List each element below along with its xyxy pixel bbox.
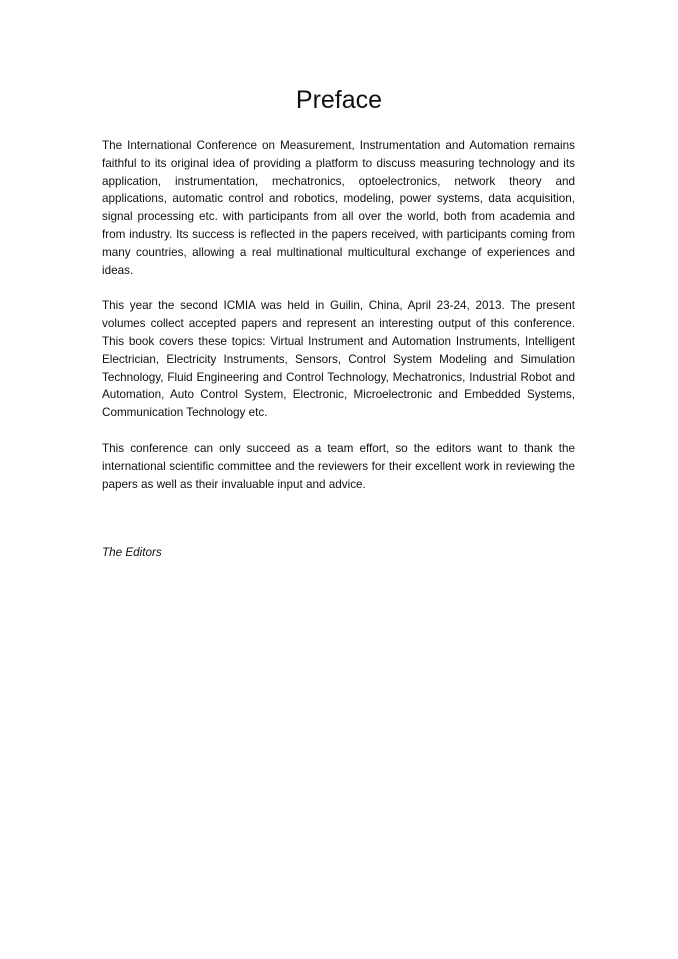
signature: The Editors <box>102 546 162 559</box>
paragraph-topics: This year the second ICMIA was held in Guilin, China, April 23-24, 2013. The present volumes collect accepted papers and represent an interesting output of this conference. This book covers these topics: Virtual Instrument and Automation Instruments, Intelligent Electrician, Electricity Instruments, Sensors, Control System Modeling and Simulation Technology, Fluid Engineering and Control Technology, Mechatronics, Industrial Robot and Automation, Auto Control System, Electronic, Microelectronic and Embedded Systems, Communication Technology etc. <box>102 299 575 420</box>
preface-body <box>102 137 575 511</box>
paragraph-thanks: This conference can only succeed as a team effort, so the editors want to thank the international scientific committee and the reviewers for their excellent work in reviewing the papers as well as their invaluable input and advice. <box>102 441 575 491</box>
page-title: Preface <box>295 86 383 114</box>
paragraph-intro: The International Conference on Measurement, Instrumentation and Automation remains faithful to its original idea of providing a platform to discuss measuring technology and its application, instrumentation, mechatronics, optoelectronics, network theory and applications, automatic control and robotics, modeling, power systems, data acquisition, signal processing etc. with participants from all over the world, both from academia and from industry. Its success is reflected in the papers received, with participants coming from many countries, allowing a real multinational multicultural exchange of experiences and ideas. <box>102 139 575 277</box>
